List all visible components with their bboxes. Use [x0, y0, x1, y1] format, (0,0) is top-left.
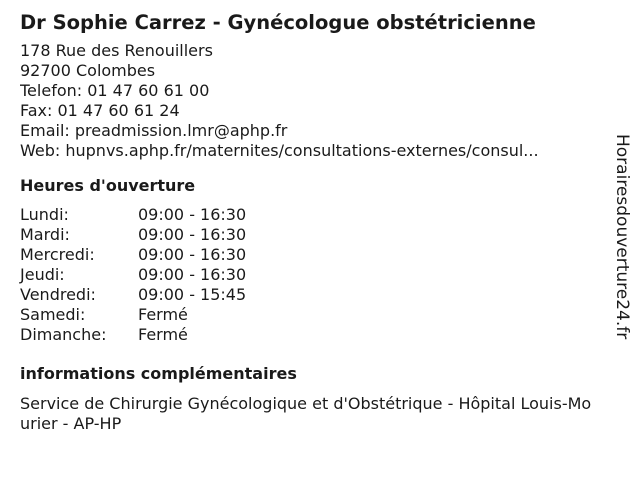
hours-row-wednesday — [20, 245, 246, 265]
day-hours: 09:00 - 15:45 — [138, 285, 247, 304]
address-street: 178 Rue des Renouillers — [20, 41, 213, 60]
day-label: Dimanche: — [20, 325, 107, 344]
day-hours: Fermé — [138, 305, 188, 324]
additional-info-heading: informations complémentaires — [20, 364, 297, 383]
site-watermark: Horairesdouverture24.fr — [612, 134, 632, 340]
hours-row-friday — [20, 285, 246, 305]
day-hours: Fermé — [138, 325, 188, 344]
business-card — [20, 10, 610, 434]
website-link: Web: hupnvs.aphp.fr/maternites/consultations-externes/consul... — [20, 141, 539, 160]
day-label: Mercredi: — [20, 245, 95, 264]
day-hours: 09:00 - 16:30 — [138, 265, 247, 284]
opening-hours-heading: Heures d'ouverture — [20, 176, 196, 195]
day-hours: 09:00 - 16:30 — [138, 205, 247, 224]
address-city: 92700 Colombes — [20, 61, 156, 80]
day-label: Samedi: — [20, 305, 86, 324]
day-label: Vendredi: — [20, 285, 96, 304]
day-hours: 09:00 - 16:30 — [138, 225, 247, 244]
hours-row-thursday — [20, 265, 246, 285]
fax-number: Fax: 01 47 60 61 24 — [20, 101, 180, 120]
business-name: Dr Sophie Carrez - Gynécologue obstétricienne — [20, 11, 536, 34]
opening-hours-table — [20, 205, 246, 345]
day-label: Jeudi: — [20, 265, 65, 284]
hours-row-saturday — [20, 305, 246, 325]
phone-number: Telefon: 01 47 60 61 00 — [20, 81, 210, 100]
additional-info-text: Service de Chirurgie Gynécologique et d'Obstétrique - Hôpital Louis-Mourier - AP-HP — [20, 394, 592, 433]
day-label: Mardi: — [20, 225, 70, 244]
day-label: Lundi: — [20, 205, 69, 224]
day-hours: 09:00 - 16:30 — [138, 245, 247, 264]
hours-row-sunday — [20, 325, 246, 345]
hours-row-monday — [20, 205, 246, 225]
email-address: Email: preadmission.lmr@aphp.fr — [20, 121, 288, 140]
hours-row-tuesday — [20, 225, 246, 245]
